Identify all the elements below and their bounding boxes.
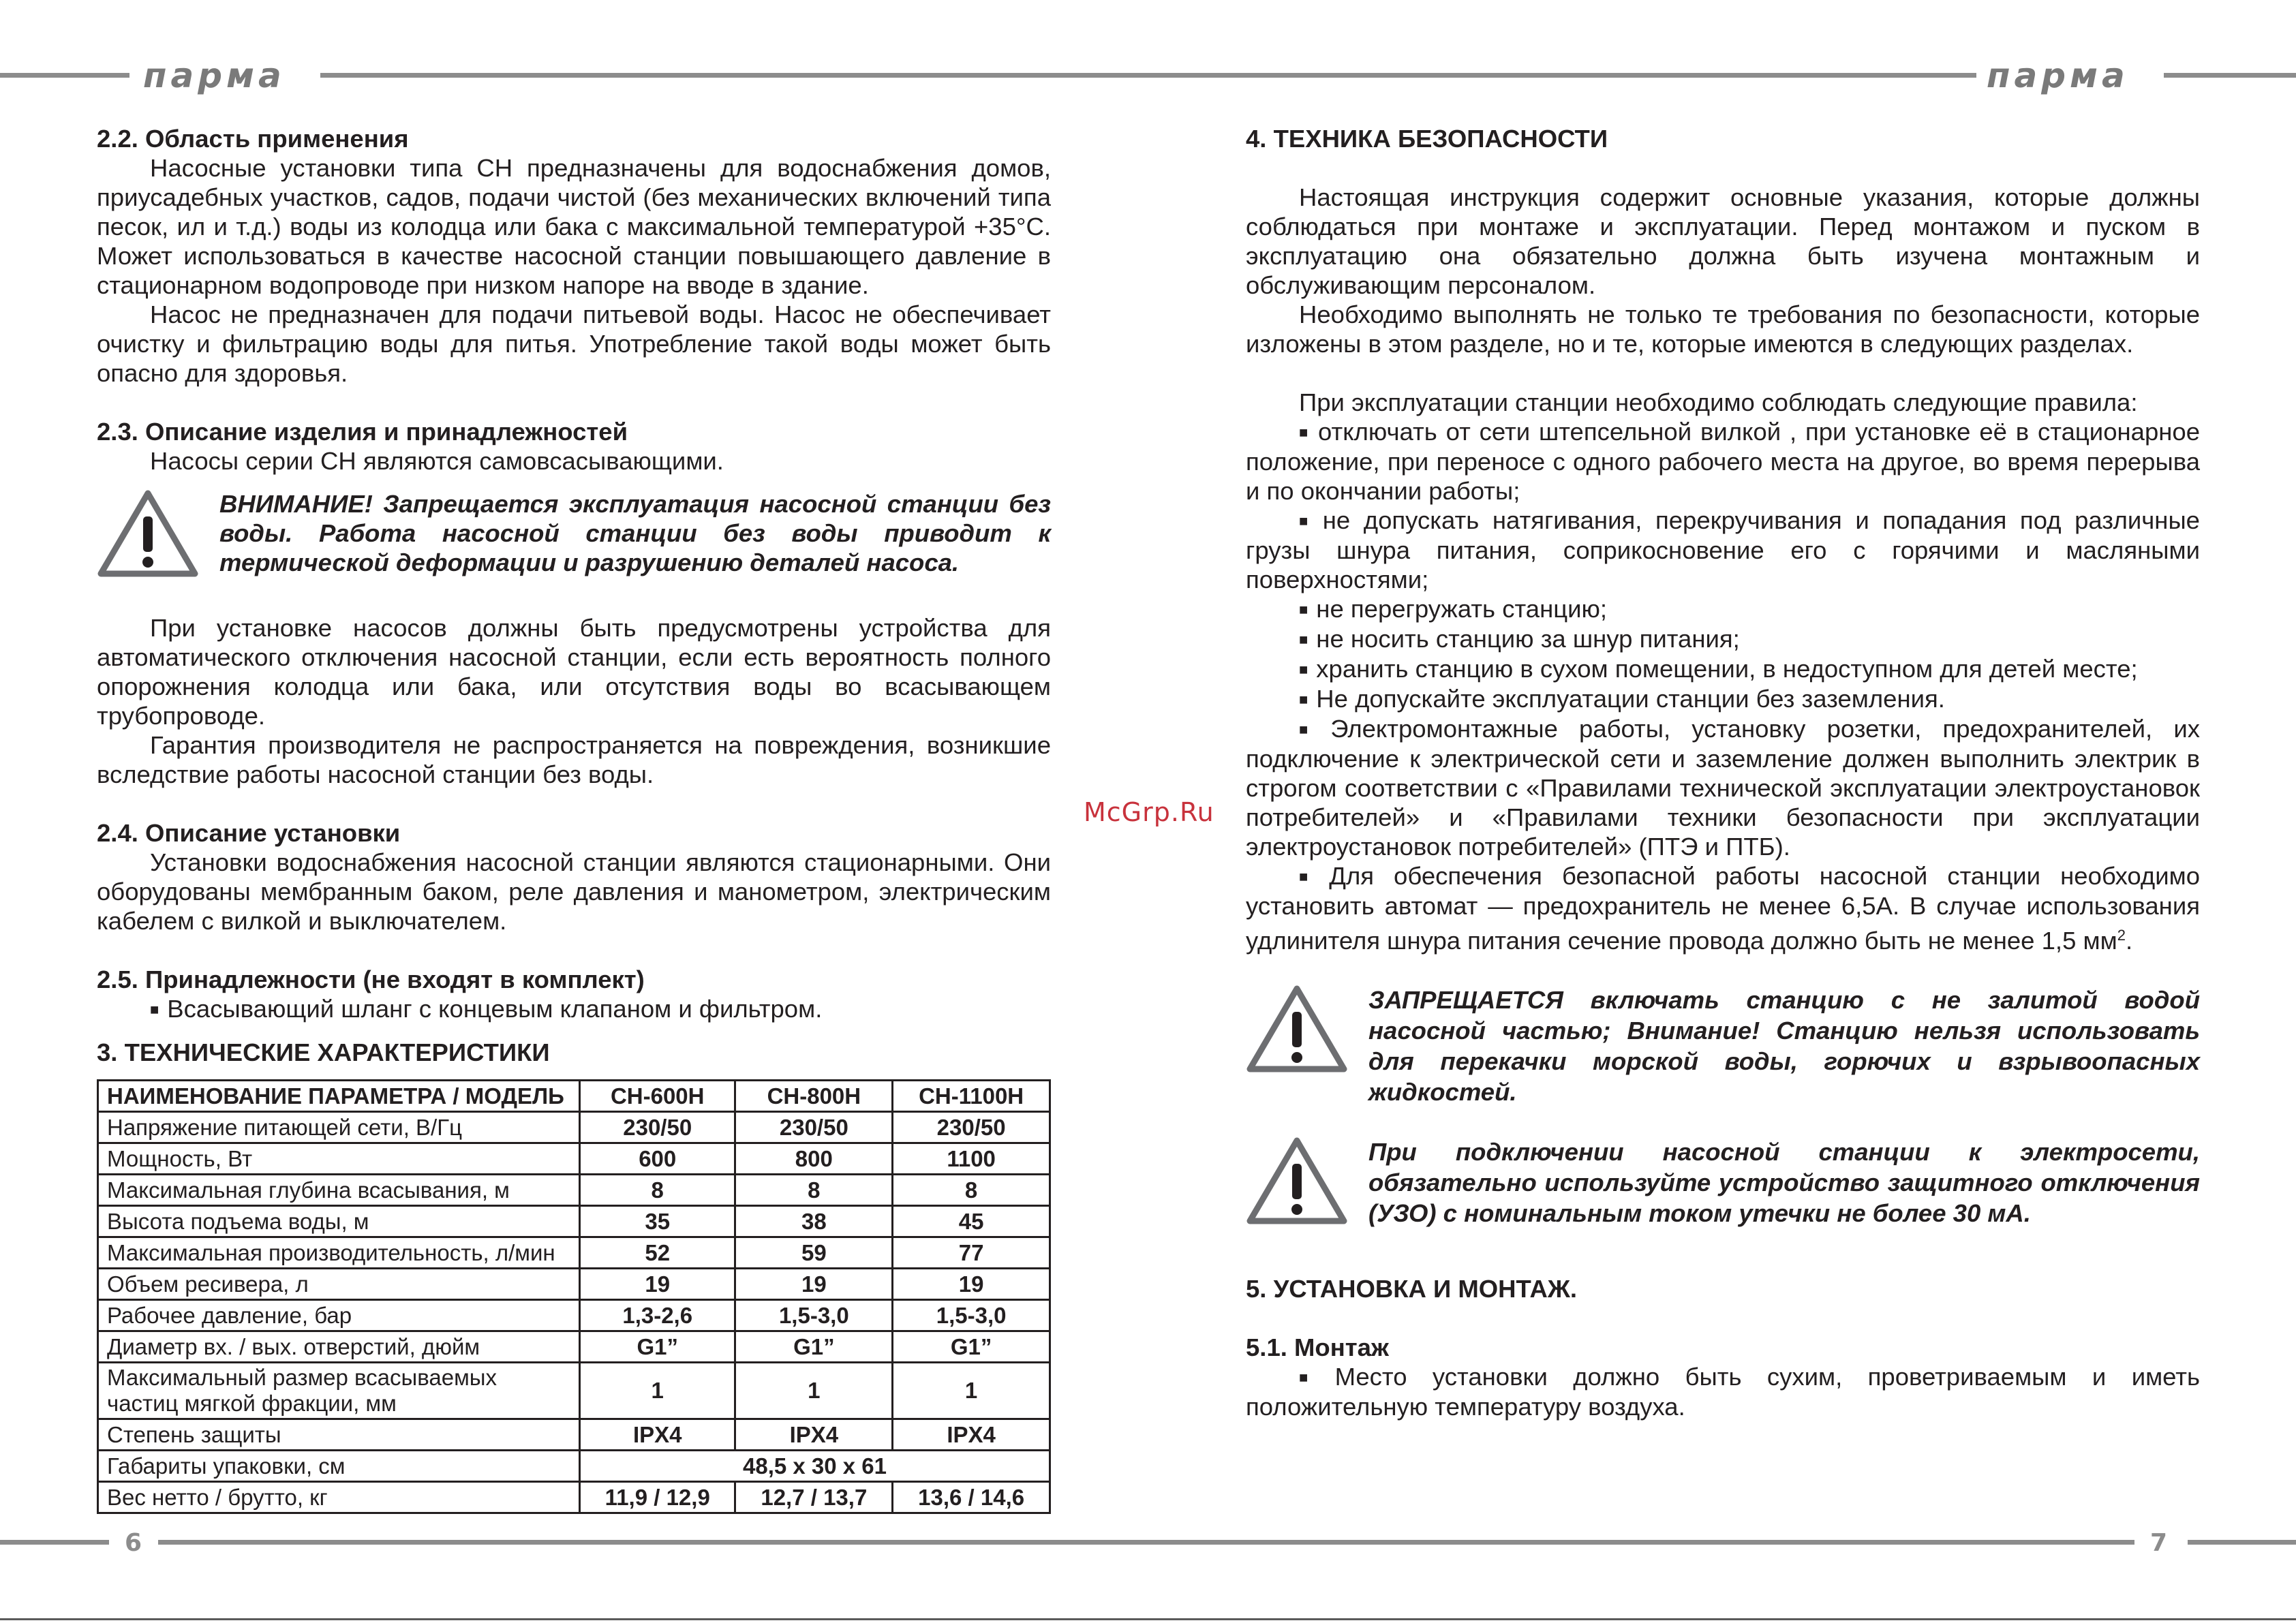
table-cell: 600 xyxy=(580,1143,735,1175)
table-cell: 48,5 х 30 х 61 xyxy=(580,1451,1050,1482)
section-2-3-paragraph-2: При установке насосов должны быть предусмотрены устройства для автоматического отключения насосной станции, если есть вероятность полного опорожнения колодца или бака, или отсутствия воды во всасывающем трубопроводе. xyxy=(97,614,1051,730)
table-cell: 1 xyxy=(735,1363,893,1419)
table-cell: 1,3-2,6 xyxy=(580,1300,735,1331)
list-item: ■ не допускать натягивания, перекручивания и попадания под различные грузы шнура питания, соприкосновение его с горячими и масляными поверхностями; xyxy=(1246,506,2200,594)
warning-text-right-2: При подключении насосной станции к электросети, обязательно используйте устройство защитного отключения (УЗО) с номинальным током утечки не более 30 мА. xyxy=(1368,1138,2200,1228)
header-rule-right xyxy=(2164,73,2296,78)
table-cell: Габариты упаковки, см xyxy=(98,1451,580,1482)
table-row xyxy=(98,1175,1050,1206)
table-cell: 59 xyxy=(735,1237,893,1269)
brand-logo-right: парма xyxy=(1987,56,2129,95)
table-cell: 12,7 / 13,7 xyxy=(735,1482,893,1513)
warning-text-right-1: ЗАПРЕЩАЕТСЯ включать станцию с не залитой водой насосной частью; Внимание! Станцию нельзя использовать для перекачки морской воды, горючих и взрывоопасных жидкостей. xyxy=(1368,986,2200,1107)
table-row xyxy=(98,1482,1050,1513)
list-item: ■ Не допускайте эксплуатации станции без заземления. xyxy=(1246,684,2200,714)
section-2-3-paragraph-1: Насосы серии СН являются самовсасывающими. xyxy=(150,447,724,475)
table-cell: 230/50 xyxy=(580,1112,735,1143)
warning-triangle-icon xyxy=(97,489,219,584)
list-item: ■ Электромонтажные работы, установку розетки, предохранителей, их подключение к электрической сети и заземление должен выполнить электрик в строгом соответствии с «Правилами технической эксплуатации электроустановок потребителей» и «Правилами техники безопасности при эксплуатации электроустановок потребителей» (ПТЭ и ПТБ). xyxy=(1246,714,2200,861)
table-cell: 8 xyxy=(735,1175,893,1206)
table-row xyxy=(98,1269,1050,1300)
table-header-row xyxy=(98,1081,1050,1112)
list-item: ■ не носить станцию за шнур питания; xyxy=(1246,624,2200,654)
page-number-right: 7 xyxy=(2150,1529,2168,1557)
table-row xyxy=(98,1143,1050,1175)
specs-table xyxy=(97,1079,1051,1514)
table-cell: 52 xyxy=(580,1237,735,1269)
header-rule-left xyxy=(0,73,129,78)
table-cell: Объем ресивера, л xyxy=(98,1269,580,1300)
list-item-text: Для обеспечения безопасной работы насосной станции необходимо установить автомат — предохранитель не менее 6,5А. В случае использования удлинителя шнура питания сечение провода должно быть не менее 1,5 мм xyxy=(1246,862,2200,955)
warning-triangle-icon xyxy=(1246,985,1368,1079)
table-cell: 19 xyxy=(735,1269,893,1300)
table-cell: IPX4 xyxy=(893,1419,1050,1451)
section-5-1-title: 5.1. Монтаж xyxy=(1246,1333,1389,1362)
table-cell: Вес нетто / брутто, кг xyxy=(98,1482,580,1513)
section-2-5-bullet: ■ Всасывающий шланг с концевым клапаном и фильтром. xyxy=(97,994,1051,1024)
table-cell: 8 xyxy=(893,1175,1050,1206)
section-4-paragraph-2: Необходимо выполнять не только те требования по безопасности, которые изложены в этом разделе, но и те, которые имеются в следующих разделах. xyxy=(1246,300,2200,358)
table-cell: 11,9 / 12,9 xyxy=(580,1482,735,1513)
list-item: ■ хранить станцию в сухом помещении, в недоступном для детей месте; xyxy=(1246,654,2200,684)
section-2-2-title: 2.2. Область применения xyxy=(97,125,409,153)
warning-text-left: ВНИМАНИЕ! Запрещается эксплуатация насосной станции без воды. Работа насосной станции без воды приводит к термической деформации и разрушению деталей насоса. xyxy=(219,490,1051,576)
table-cell: 800 xyxy=(735,1143,893,1175)
table-header-cell: СН-800Н xyxy=(735,1081,893,1112)
table-cell: G1” xyxy=(893,1331,1050,1363)
section-2-2-paragraph-1: Насосные установки типа СН предназначены для водоснабжения домов, приусадебных участков, садов, подачи чистой (без механических включений типа песок, ил и т.д.) воды из колодца или бака с максимальной температурой +35°С. Может использоваться в качестве насосной станции повышающего давление в стационарном водопроводе при низком напоре на вводе в здание. xyxy=(97,154,1051,299)
section-5-title: 5. УСТАНОВКА И МОНТАЖ. xyxy=(1246,1275,1577,1303)
table-cell: 19 xyxy=(580,1269,735,1300)
table-cell: Рабочее давление, бар xyxy=(98,1300,580,1331)
watermark-text: McGrp.Ru xyxy=(1084,797,1214,827)
table-cell: IPX4 xyxy=(580,1419,735,1451)
table-cell: Степень защиты xyxy=(98,1419,580,1451)
table-row xyxy=(98,1419,1050,1451)
table-row xyxy=(98,1331,1050,1363)
section-2-5-title: 2.5. Принадлежности (не входят в комплект) xyxy=(97,965,645,993)
page-number-left: 6 xyxy=(125,1529,142,1557)
table-cell: Максимальная глубина всасывания, м xyxy=(98,1175,580,1206)
table-cell: Максимальный размер всасываемых частиц мягкой фракции, мм xyxy=(98,1363,580,1419)
table-cell: 230/50 xyxy=(735,1112,893,1143)
section-2-2-paragraph-2: Насос не предназначен для подачи питьевой воды. Насос не обеспечивает очистку и фильтрацию воды для питья. Употребление такой воды может быть опасно для здоровья. xyxy=(97,300,1051,387)
section-4-paragraph-1: Настоящая инструкция содержит основные указания, которые должны соблюдаться при монтаже и эксплуатации. Перед монтажом и пуском в эксплуатацию она обязательно должна быть изучена монтажным и обслуживающим персоналом. xyxy=(1246,183,2200,299)
brand-logo-left: парма xyxy=(143,56,286,95)
table-cell: 13,6 / 14,6 xyxy=(893,1482,1050,1513)
table-row xyxy=(98,1300,1050,1331)
table-row xyxy=(98,1112,1050,1143)
bottom-edge-line xyxy=(0,1618,2296,1620)
table-cell: 1 xyxy=(893,1363,1050,1419)
table-cell: Диаметр вх. / вых. отверстий, дюйм xyxy=(98,1331,580,1363)
warning-triangle-icon xyxy=(1246,1137,1368,1231)
table-row xyxy=(98,1451,1050,1482)
table-cell: 1 xyxy=(580,1363,735,1419)
table-cell: 230/50 xyxy=(893,1112,1050,1143)
section-4-title: 4. ТЕХНИКА БЕЗОПАСНОСТИ xyxy=(1246,125,1608,153)
warning-block-left xyxy=(97,489,1051,584)
table-cell: 1,5-3,0 xyxy=(893,1300,1050,1331)
table-header-cell: СН-600Н xyxy=(580,1081,735,1112)
footer-rule-right xyxy=(2188,1540,2296,1545)
table-cell: 1100 xyxy=(893,1143,1050,1175)
list-item: ■ отключать от сети штепсельной вилкой , при установке её в стационарное положение, при переносе с одного рабочего места на другое, во время перерыва и по окончании работы; xyxy=(1246,417,2200,506)
section-3-title: 3. ТЕХНИЧЕСКИЕ ХАРАКТЕРИСТИКИ xyxy=(97,1038,550,1066)
section-2-4-title: 2.4. Описание установки xyxy=(97,819,401,847)
section-4-paragraph-3: При эксплуатации станции необходимо соблюдать следующие правила: xyxy=(1299,388,2138,416)
table-cell: 77 xyxy=(893,1237,1050,1269)
list-item: ■ не перегружать станцию; xyxy=(1246,594,2200,624)
table-cell: Максимальная производительность, л/мин xyxy=(98,1237,580,1269)
table-cell: 1,5-3,0 xyxy=(735,1300,893,1331)
table-cell: IPX4 xyxy=(735,1419,893,1451)
table-cell: 45 xyxy=(893,1206,1050,1237)
header-rule-middle xyxy=(320,73,1976,78)
footer-rule-middle xyxy=(158,1540,2134,1545)
left-column xyxy=(97,124,1051,1514)
section-2-3-paragraph-3: Гарантия производителя не распространяется на повреждения, возникшие вследствие работы насосной станции без воды. xyxy=(97,731,1051,788)
list-item-last: ■ Для обеспечения безопасной работы насосной станции необходимо установить автомат — предохранитель не менее 6,5А. В случае использования удлинителя шнура питания сечение провода должно быть не менее 1,5 $мм^2$. xyxy=(1246,861,2200,955)
section-2-4-paragraph-1: Установки водоснабжения насосной станции являются стационарными. Они оборудованы мембранным баком, реле давления и манометром, электрическим кабелем с вилкой и выключателем. xyxy=(97,848,1051,935)
table-row xyxy=(98,1206,1050,1237)
table-cell: 38 xyxy=(735,1206,893,1237)
table-cell: 19 xyxy=(893,1269,1050,1300)
section-5-1-bullet: ■ Место установки должно быть сухим, проветриваемым и иметь положительную температуру воздуха. xyxy=(1246,1362,2200,1421)
table-cell: 35 xyxy=(580,1206,735,1237)
superscript: 2 xyxy=(2117,927,2126,944)
table-cell: G1” xyxy=(580,1331,735,1363)
table-cell: Напряжение питающей сети, В/Гц xyxy=(98,1112,580,1143)
table-cell: G1” xyxy=(735,1331,893,1363)
table-cell: Высота подъема воды, м xyxy=(98,1206,580,1237)
table-cell: Мощность, Вт xyxy=(98,1143,580,1175)
table-header-cell: НАИМЕНОВАНИЕ ПАРАМЕТРА / МОДЕЛЬ xyxy=(98,1081,580,1112)
table-row xyxy=(98,1363,1050,1419)
warning-block-right-1 xyxy=(1246,985,2200,1107)
section-2-3-title: 2.3. Описание изделия и принадлежностей xyxy=(97,418,628,446)
right-column xyxy=(1246,124,2200,1421)
table-row xyxy=(98,1237,1050,1269)
table-cell: 8 xyxy=(580,1175,735,1206)
table-header-cell: СН-1100Н xyxy=(893,1081,1050,1112)
footer-rule-left xyxy=(0,1540,109,1545)
warning-block-right-2 xyxy=(1246,1137,2200,1231)
